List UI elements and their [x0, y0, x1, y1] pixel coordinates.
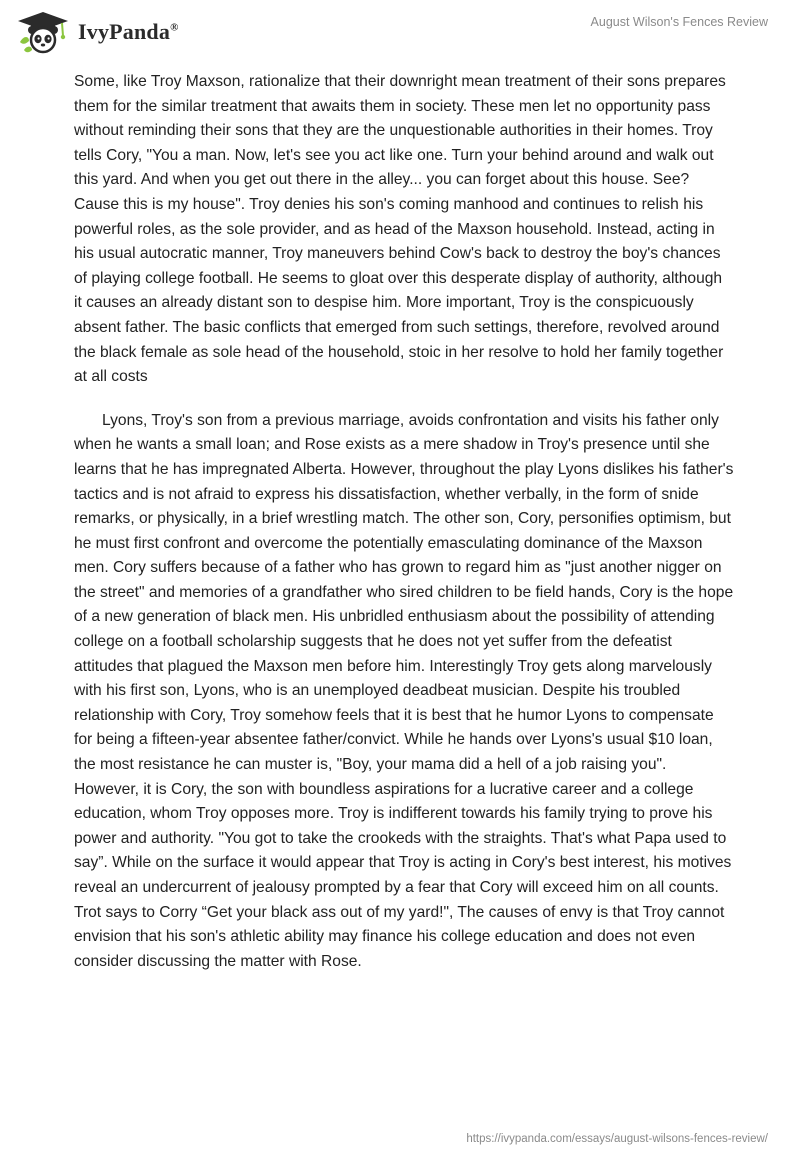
paragraph: Lyons, Troy's son from a previous marriage, avoids confrontation and visits his father only when he wants a small loan; and Rose exists as a mere shadow in Troy's presence until she learns that he has impregnated Alberta. However, throughout the play Lyons dislikes his father's tactics and is not afraid to express his dissatisfaction, whether verbally, in the form of snide remarks, or physically, in a brief wrestling match. The other son, Cory, personifies optimism, but he must first confront and overcome the potentially emasculating dominance of the Maxson men. Cory suffers because of a father who has grown to regard him as "just another nigger on the street" and memories of a grandfather who sired children to be field hands, Cory is the hope of a new generation of black men. His unbridled enthusiasm about the possibility of attending college on a football scholarship suggests that he does not yet suffer from the defeatist attitudes that plagued the Maxson men before him. Interestingly Troy gets along marvelously with his first son, Lyons, who is an unemployed deadbeat musician. Despite his troubled relationship with Cory, Troy somehow feels that it is best that he humor Lyons to compensate for being a fifteen-year absentee father/convict. While he hands over Lyons's usual $10 loan, the most resistance he can muster is, "Boy, your mama did a hell of a job raising you". However, it is Cory, the son with boundless aspirations for a lucrative career and a college education, whom Troy opposes more. Troy is indifferent towards his family trying to prove his power and authority. "You got to take the crookeds with the straights. That's what Papa used to say”. While on the surface it would appear that Troy is acting in Cory's best interest, his motives reveal an undercurrent of jealousy prompted by a fear that Cory will exceed him on all counts. Trot says to Corry “Get your black ass out of my yard!", The causes of envy is that Troy cannot envision that his son's athletic ability may finance his college education and does not even consider discussing the matter with Rose. — [74, 411, 734, 970]
document-title: August Wilson's Fences Review — [590, 15, 768, 29]
trademark-symbol: ® — [170, 21, 179, 34]
paragraph: Some, like Troy Maxson, rationalize that their downright mean treatment of their sons prepares them for the similar treatment that awaits them in society. These men let no opportunity pass without reminding their sons that they are the unquestionable authorities in their homes. Troy tells Cory, "You a man. Now, let's see you act like one. Turn your behind around and walk out this yard. And when you get out there in the alley... you can forget about this house. See? Cause this is my house". Troy denies his son's coming manhood and continues to relish his powerful roles, as the sole provider, and as head of the Maxson household. Instead, acting in his usual autocratic manner, Troy maneuvers behind Cow's back to destroy the boy's chances of playing college football. He seems to gloat over this desperate display of authority, although it causes an already distant son to despise him. More important, Troy is the conspicuously absent father. The basic conflicts that emerged from such settings, therefore, revolved around the black female as sole head of the household, stoic in her resolve to hold her family together at all costs — [74, 73, 726, 386]
essay-body — [74, 70, 734, 974]
source-url-link[interactable]: https://ivypanda.com/essays/august-wilsons-fences-review/ — [466, 1133, 768, 1145]
panda-graduate-icon — [14, 8, 72, 56]
brand-logo[interactable] — [14, 8, 179, 56]
brand-name: IvyPanda® — [78, 19, 179, 44]
